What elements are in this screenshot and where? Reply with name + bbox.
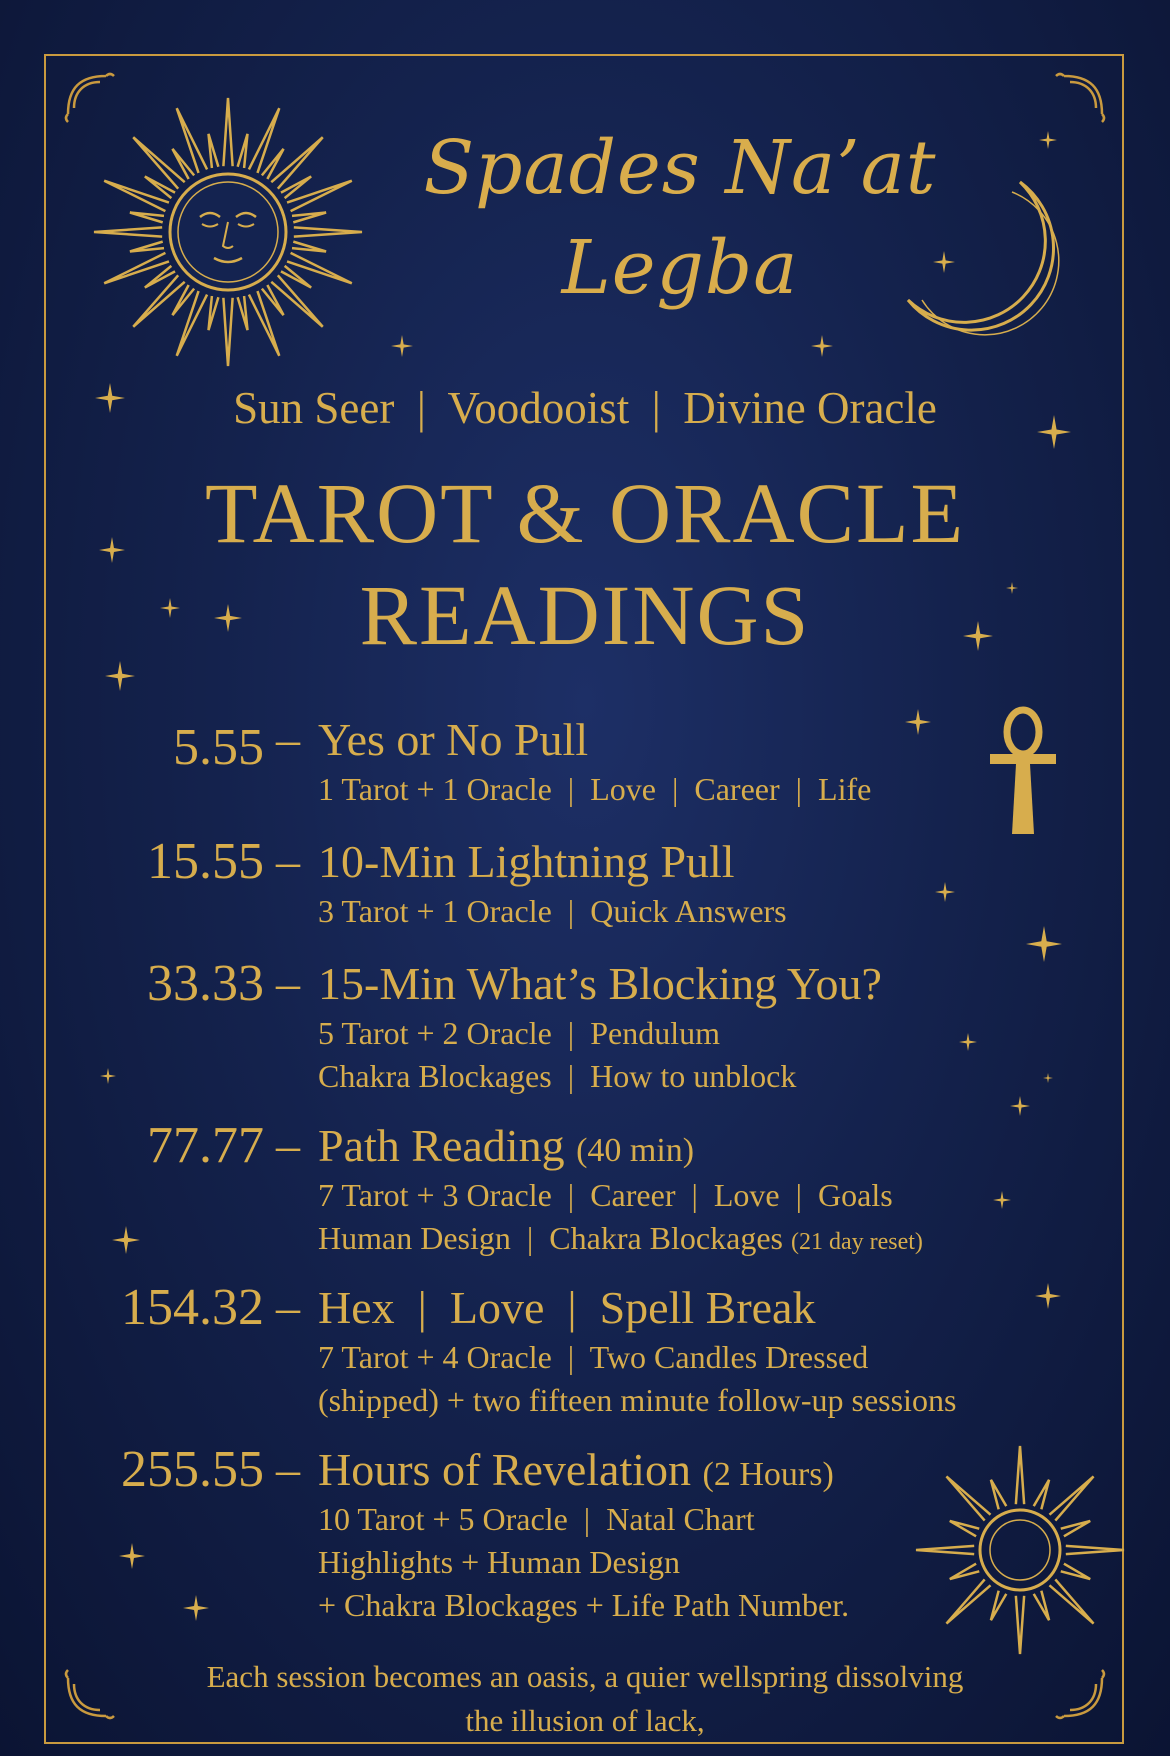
reading-name (318, 1442, 834, 1503)
reading-detail-extra: (21 day reset) (790, 1229, 923, 1255)
sparkle-star-icon (105, 661, 135, 691)
reading-dash: – (276, 1119, 300, 1172)
page-heading (0, 462, 1170, 666)
reading-name (318, 1118, 694, 1179)
sparkle-star-icon (1026, 926, 1062, 962)
sparkle-star-icon (391, 335, 413, 357)
sparkle-star-icon (95, 383, 125, 413)
sparkle-star-icon (905, 709, 931, 735)
heading-line1: TAROT & ORACLE (204, 465, 966, 561)
sparkle-star-icon (993, 1191, 1011, 1209)
reading-price: 15.55 (147, 833, 264, 890)
reading-detail-text: Human Design | Chakra Blockages (318, 1220, 783, 1256)
reading-detail: Chakra Blockages | How to unblock (318, 1058, 797, 1094)
sparkle-star-icon (99, 537, 125, 563)
sparkle-star-icon (811, 335, 833, 357)
reading-name (318, 956, 882, 1012)
sun-face-icon (88, 92, 368, 372)
reading-detail: 7 Tarot + 4 Oracle | Two Candles Dressed (318, 1339, 869, 1375)
brand-title (380, 118, 980, 318)
sparkle-star-icon (963, 621, 993, 651)
reading-dash: – (276, 1443, 300, 1496)
reading-dash: – (276, 713, 300, 766)
footer-quote (100, 1655, 1070, 1743)
sparkle-star-icon (1039, 131, 1057, 149)
reading-detail: 1 Tarot + 1 Oracle | Love | Career | Life (318, 771, 872, 807)
sparkle-star-icon (160, 598, 180, 618)
sparkle-star-icon (100, 1068, 116, 1084)
sparkle-star-icon (1043, 1073, 1053, 1083)
sparkle-star-icon (935, 882, 955, 902)
reading-name (318, 1280, 815, 1336)
ankh-icon (986, 706, 1060, 836)
reading-name-extra: (2 Hours) (702, 1456, 834, 1493)
reading-detail: + Chakra Blockages + Life Path Number. (318, 1587, 850, 1623)
reading-detail: (shipped) + two fifteen minute follow-up sessions (318, 1382, 957, 1418)
reading-price: 255.55 (121, 1441, 264, 1498)
reading-name-text: Hours of Revelation (318, 1444, 692, 1495)
sparkle-star-icon (183, 1595, 209, 1621)
reading-dash: – (276, 957, 300, 1010)
reading-detail: 7 Tarot + 3 Oracle | Career | Love | Goals (318, 1177, 893, 1213)
reading-name-text: 10-Min Lightning Pull (318, 836, 735, 887)
radiant-sun-icon (910, 1440, 1130, 1660)
reading-name-text: Yes or No Pull (318, 714, 589, 765)
reading-name (318, 712, 588, 768)
reading-name-text: Hex | Love | Spell Break (318, 1282, 816, 1333)
brand-title-line2: Legba (561, 225, 799, 311)
sparkle-star-icon (214, 604, 242, 632)
sparkle-star-icon (119, 1543, 145, 1569)
sparkle-star-icon (933, 251, 955, 273)
heading-line2: READINGS (359, 567, 811, 663)
reading-dash: – (276, 1281, 300, 1334)
crescent-moon-icon (900, 170, 1080, 350)
sparkle-star-icon (1037, 415, 1071, 449)
reading-detail (318, 1217, 923, 1264)
reading-detail: 3 Tarot + 1 Oracle | Quick Answers (318, 893, 787, 929)
reading-name (318, 834, 735, 890)
reading-name-text: Path Reading (318, 1120, 565, 1171)
reading-name-extra: (40 min) (576, 1132, 695, 1169)
reading-detail: 5 Tarot + 2 Oracle | Pendulum (318, 1015, 720, 1051)
brand-title-line1: Spades Na’at (423, 125, 937, 211)
reading-price: 33.33 (147, 955, 264, 1012)
reading-dash: – (276, 835, 300, 888)
sparkle-star-icon (1035, 1283, 1061, 1309)
sparkle-star-icon (112, 1226, 140, 1254)
reading-price: 77.77 (147, 1117, 264, 1174)
corner-ornament-top-right (1050, 68, 1110, 128)
reading-price: 5.55 (173, 719, 264, 776)
footer-line2: the illusion of lack, (465, 1703, 705, 1738)
sparkle-star-icon (1006, 582, 1018, 594)
reading-detail: 10 Tarot + 5 Oracle | Natal Chart (318, 1501, 755, 1537)
subtitle-roles: Sun Seer | Voodooist | Divine Oracle (233, 383, 937, 433)
reading-detail: Highlights + Human Design (318, 1544, 681, 1580)
footer-line1: Each session becomes an oasis, a quier wellspring dissolving (206, 1659, 964, 1694)
sparkle-star-icon (959, 1033, 977, 1051)
reading-name-text: 15-Min What’s Blocking You? (318, 958, 882, 1009)
sparkle-star-icon (1010, 1096, 1030, 1116)
reading-price: 154.32 (121, 1279, 264, 1336)
